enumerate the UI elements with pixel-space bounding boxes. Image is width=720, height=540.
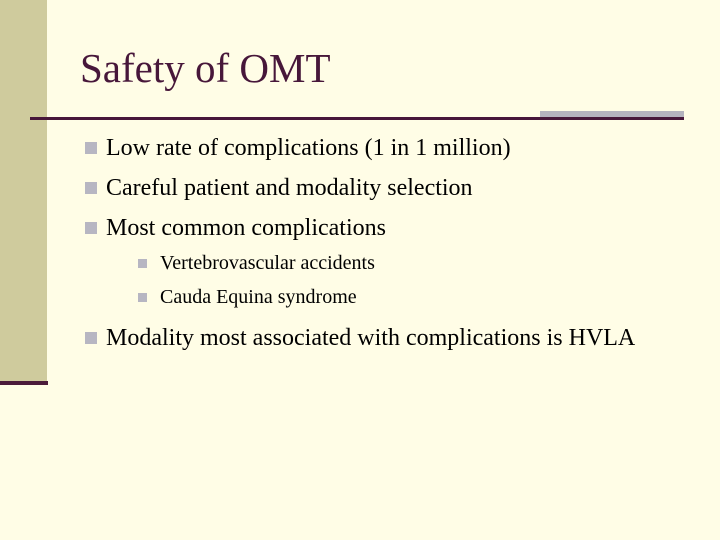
bullet-square-icon: [85, 182, 97, 194]
bullet-item: [84, 322, 666, 354]
sub-bullet-square-icon: [138, 259, 147, 268]
bullet-item: [84, 132, 704, 164]
bullet-text: Low rate of complications (1 in 1 million): [106, 135, 511, 161]
sub-bullet-item: [116, 284, 704, 310]
bullet-square-icon: [85, 142, 97, 154]
title-rule: [30, 117, 684, 120]
slide-title: Safety of OMT: [80, 45, 331, 91]
left-band-foot-rule: [0, 381, 48, 385]
bullet-text: Modality most associated with complications is HVLA: [106, 325, 636, 351]
sub-bullet-item: [116, 250, 704, 276]
bullet-text: Most common complications: [106, 215, 386, 241]
bullet-item: [84, 212, 704, 310]
sub-bullet-square-icon: [138, 293, 147, 302]
bullet-square-icon: [85, 332, 97, 344]
sub-bullet-text: Vertebrovascular accidents: [160, 252, 375, 274]
left-decor-band: [0, 0, 47, 383]
bullet-list: [84, 132, 704, 362]
sub-bullet-text: Cauda Equina syndrome: [160, 286, 357, 308]
bullet-text: Careful patient and modality selection: [106, 175, 473, 201]
bullet-item: [84, 172, 704, 204]
bullet-square-icon: [85, 222, 97, 234]
sub-bullet-list: [116, 250, 704, 310]
